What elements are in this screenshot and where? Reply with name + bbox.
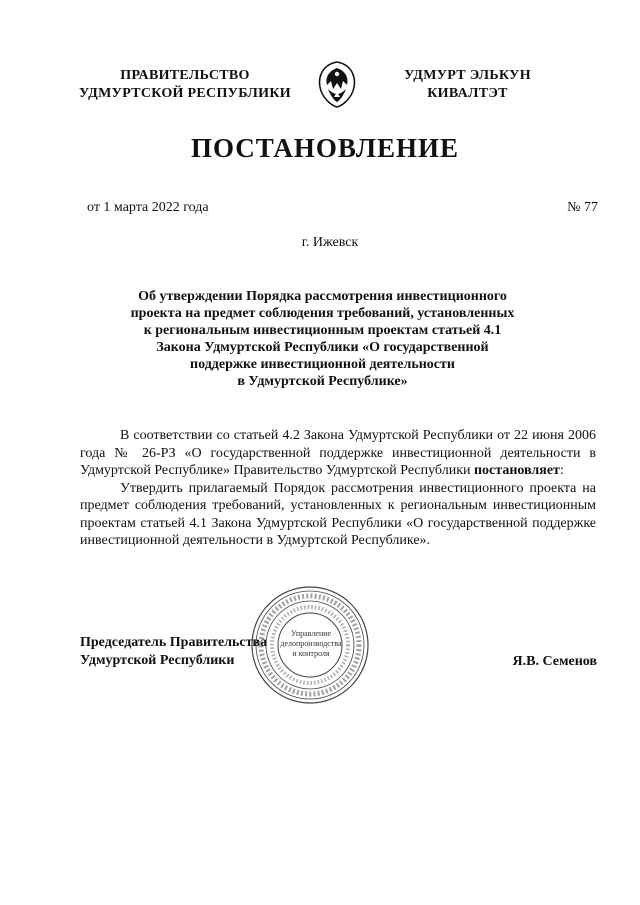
issuer-right-line2: КИВАЛТЭТ (427, 86, 508, 101)
document-body (80, 427, 596, 550)
issuer-left-line1: ПРАВИТЕЛЬСТВО (120, 68, 250, 83)
document-subject (90, 288, 555, 390)
body-paragraph-1-end: : (559, 463, 564, 478)
signatory-position-line1: Председатель Правительства (80, 635, 268, 650)
subject-line: в Удмуртской Республике» (237, 374, 408, 389)
document-city: г. Ижевск (301, 235, 359, 250)
body-paragraph-1 (80, 427, 596, 480)
document-date: от 1 марта 2022 года (87, 200, 209, 215)
body-paragraph-2: Утвердить прилагаемый Порядок рассмотрения инвестиционного проекта на предмет соблюдения требований, установленных к региональным инвестиционным проектам статьей 4.1 Закона Удмуртской Республики «О государственной поддержке инвестиционной деятельности в Удмуртской Республике». (80, 480, 596, 548)
subject-line: к региональным инвестиционным проектам статьей 4.1 (143, 323, 502, 338)
document-number: № 77 (567, 200, 598, 215)
stamp-line: и контроля (292, 649, 330, 658)
subject-line: Закона Удмуртской Республики «О государственной (156, 340, 489, 355)
issuer-left-line2: УДМУРТСКОЙ РЕСПУБЛИКИ (79, 86, 291, 101)
body-keyword: постановляет (473, 463, 560, 478)
stamp-line: Управление (290, 629, 332, 638)
stamp-inner-text (280, 629, 342, 659)
signatory-position-line2: Удмуртской Республики (80, 653, 235, 668)
issuer-right-line1: УДМУРТ ЭЛЬКУН (404, 68, 531, 83)
document-title: ПОСТАНОВЛЕНИЕ (190, 133, 460, 163)
subject-line: Об утверждении Порядка рассмотрения инвестиционного (138, 289, 507, 304)
signatory-name: Я.В. Семенов (512, 654, 597, 669)
issuer-left (55, 67, 315, 103)
stamp-line: делопроизводства (280, 639, 342, 648)
issuer-right (345, 67, 590, 103)
signatory-position (80, 634, 267, 670)
subject-line: проекта на предмет соблюдения требований, установленных (130, 306, 515, 321)
body-paragraph-1-text: В соответствии со статьей 4.2 Закона Удмуртской Республики от 22 июня 2006 года № 26-РЗ «О государственной поддержке инвестиционной деятельности в Удмуртской Республике» Правительство Удмуртской Республики (80, 428, 596, 478)
subject-line: поддержке инвестиционной деятельности (190, 357, 455, 372)
